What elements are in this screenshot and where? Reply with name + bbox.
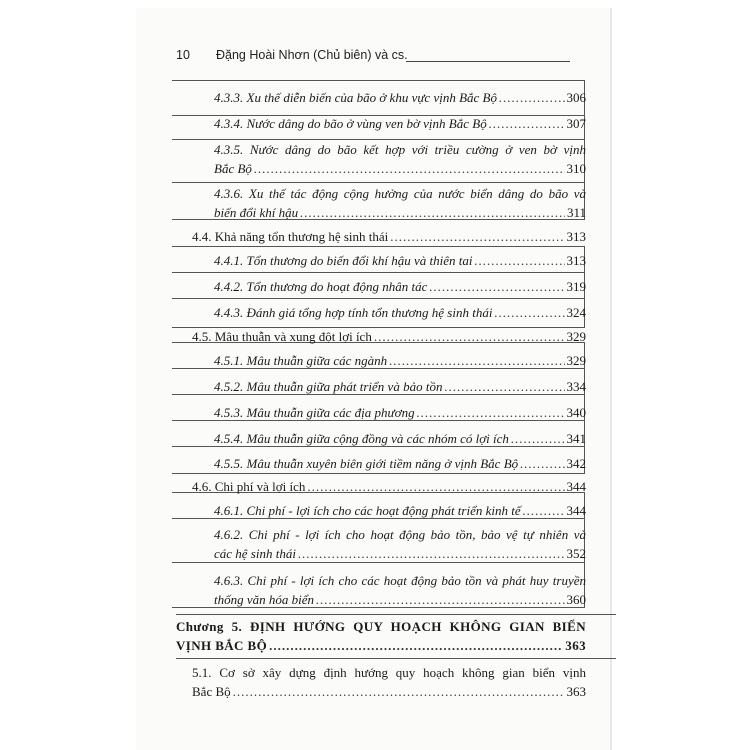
toc-entry-4-4[interactable]: 4.4. Khả năng tổn thương hệ sinh thái ..... 313: [192, 227, 586, 246]
page-number: 10: [176, 48, 190, 62]
toc-entry-4-6-2[interactable]: 4.6.2. Chi phí - lợi ích cho hoạt động bảo tồn, bảo vệ tự nhiên và các hệ sinh thái ..... 352: [214, 525, 586, 563]
chapter-divider: [176, 658, 616, 659]
toc-entry-4-6[interactable]: 4.6. Chi phí và lợi ích ..... 344: [192, 477, 586, 496]
toc-row-divider: [172, 298, 584, 299]
toc-entry-4-3-3[interactable]: 4.3.3. Xu thế diễn biến của bão ở khu vực vịnh Bắc Bộ ..... 306: [214, 88, 586, 107]
toc-entry-4-5-2[interactable]: 4.5.2. Mâu thuẫn giữa phát triển và bảo tồn ..... 334: [214, 377, 586, 396]
toc-entry-4-5-4[interactable]: 4.5.4. Mâu thuẫn giữa cộng đồng và các nhóm có lợi ích ..... 341: [214, 429, 586, 448]
toc-entry-4-5-5[interactable]: 4.5.5. Mâu thuẫn xuyên biên giới tiềm năng ở vịnh Bắc Bộ ..... 342: [214, 454, 586, 473]
toc-entry-4-3-6[interactable]: 4.3.6. Xu thế tác động cộng hưởng của nước biển dâng do bão và biến đổi khí hậu ..... 311: [214, 184, 586, 222]
toc-entry-4-4-2[interactable]: 4.4.2. Tổn thương do hoạt động nhân tác ..... 319: [214, 277, 586, 296]
toc-entry-4-4-3[interactable]: 4.4.3. Đánh giá tổng hợp tính tổn thương hệ sinh thái ..... 324: [214, 303, 586, 322]
toc-entry-4-6-1[interactable]: 4.6.1. Chi phí - lợi ích cho các hoạt động phát triển kinh tế ..... 344: [214, 501, 586, 520]
toc-entry-4-4-1[interactable]: 4.4.1. Tổn thương do biến đổi khí hậu và thiên tai ..... 313: [214, 251, 586, 270]
toc-row-divider: [172, 272, 584, 273]
toc-entry-4-5-3[interactable]: 4.5.3. Mâu thuẫn giữa các địa phương ..... 340: [214, 403, 586, 422]
toc-entry-4-5[interactable]: 4.5. Mâu thuẫn và xung đột lợi ích ..... 329: [192, 327, 586, 346]
toc-entry-4-3-4[interactable]: 4.3.4. Nước dâng do bão ở vùng ven bờ vịnh Bắc Bộ ..... 307: [214, 114, 586, 133]
running-title: Đặng Hoài Nhơn (Chủ biên) và cs.: [216, 48, 408, 62]
page-header: [176, 44, 580, 66]
book-page: [136, 8, 610, 750]
toc-entry-4-6-3[interactable]: 4.6.3. Chi phí - lợi ích cho các hoạt động bảo tồn và phát huy truyền thống văn hóa biển ..... 360: [214, 571, 586, 609]
toc-entry-4-3-5[interactable]: 4.3.5. Nước dâng do bão kết hợp với triều cường ở ven bờ vịnh Bắc Bộ ..... 310: [214, 140, 586, 178]
toc-entry-chapter-5[interactable]: Chương 5. ĐỊNH HƯỚNG QUY HOẠCH KHÔNG GIAN BIỂN VỊNH BẮC BỘ ..... 363: [176, 617, 586, 655]
toc-row-divider: [172, 182, 584, 183]
chapter-divider: [176, 614, 616, 615]
toc-entry-5-1[interactable]: 5.1. Cơ sở xây dựng định hướng quy hoạch không gian biển vịnh Bắc Bộ ..... 363: [192, 663, 586, 701]
header-rule: [406, 61, 570, 62]
toc-entry-4-5-1[interactable]: 4.5.1. Mâu thuẫn giữa các ngành ..... 329: [214, 351, 586, 370]
